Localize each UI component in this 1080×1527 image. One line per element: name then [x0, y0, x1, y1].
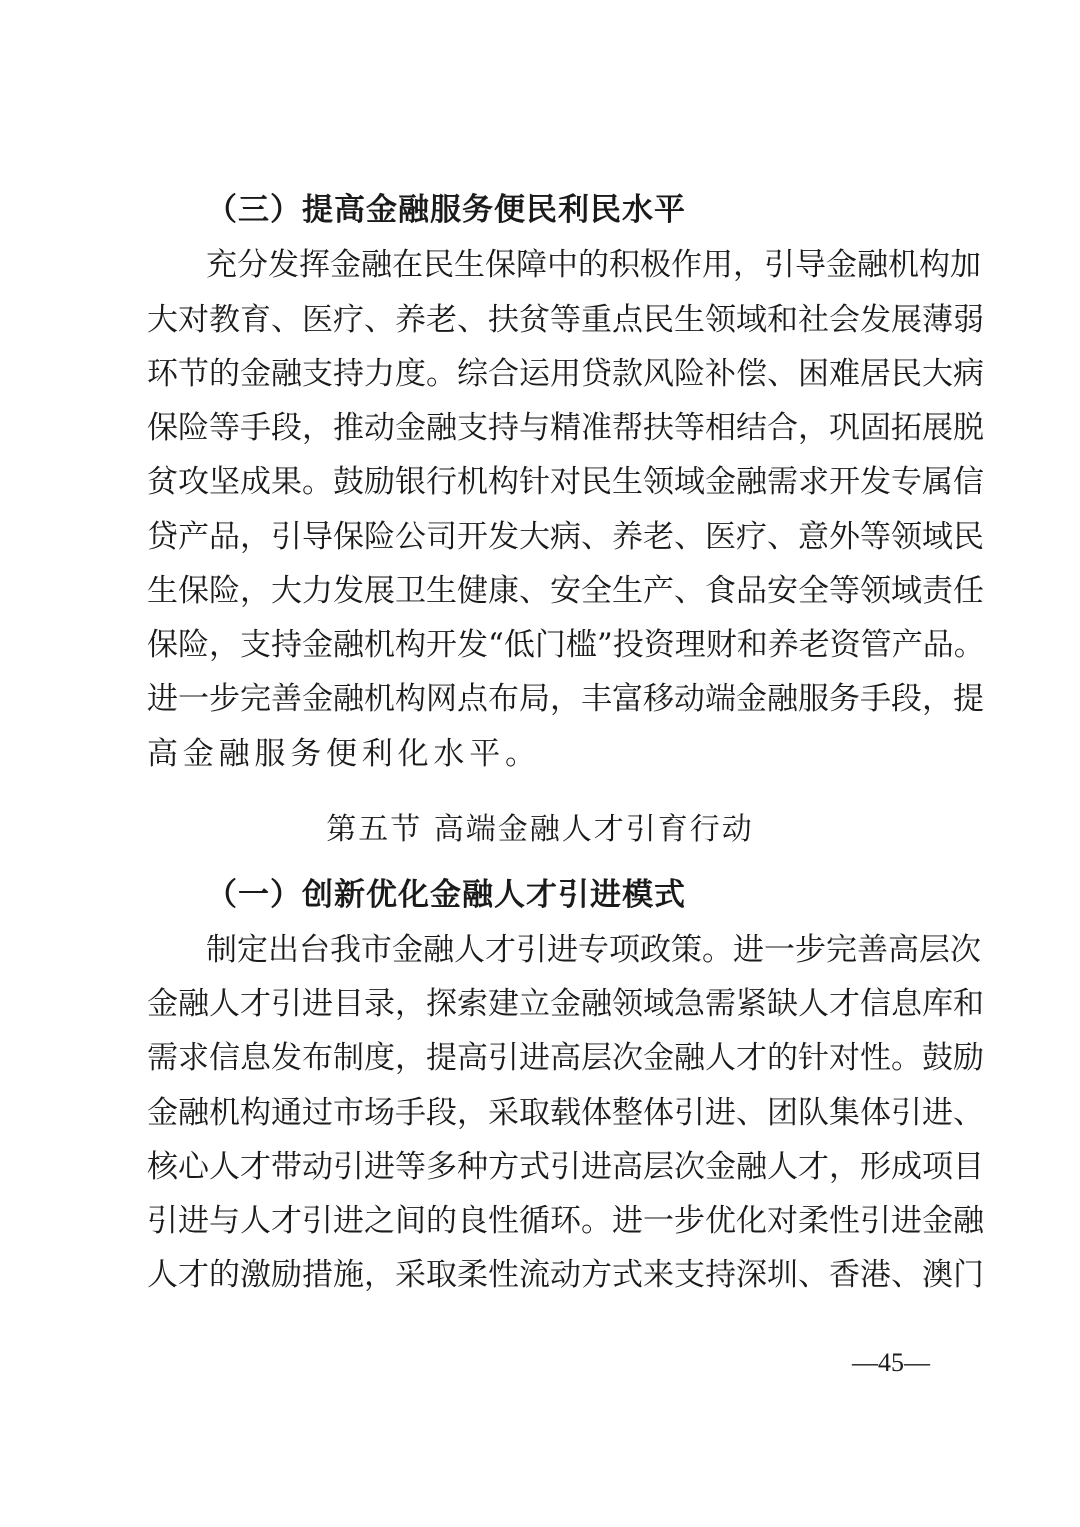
paragraph-line: 引进与人才引进之间的良性循环。进一步优化对柔性引进金融: [147, 1203, 984, 1239]
paragraph-line: 保险，支持金融机构开发“低门槛”投资理财和养老资管产品。: [147, 627, 985, 663]
paragraph-line: 保险等手段，推动金融支持与精准帮扶等相结合，巩固拓展脱: [147, 410, 984, 446]
paragraph-line: 金融人才引进目录，探索建立金融领域急需紧缺人才信息库和: [147, 986, 984, 1022]
paragraph-line: 大对教育、医疗、养老、扶贫等重点民生领域和社会发展薄弱: [147, 302, 984, 338]
section-title: 第五节 高端金融人才引育行动: [326, 812, 754, 847]
paragraph-line: 核心人才带动引进等多种方式引进高层次金融人才，形成项目: [147, 1149, 984, 1185]
paragraph-line: 贫攻坚成果。鼓励银行机构针对民生领域金融需求开发专属信: [147, 464, 984, 500]
paragraph-line: 充分发挥金融在民生保障中的积极作用，引导金融机构加: [206, 247, 981, 283]
section-1-heading: （一）创新优化金融人才引进模式: [206, 877, 686, 913]
paragraph-line: 人才的激励措施，采取柔性流动方式来支持深圳、香港、澳门: [147, 1257, 984, 1293]
paragraph-line: 生保险，大力发展卫生健康、安全生产、食品安全等领域责任: [147, 573, 984, 609]
paragraph-line: 环节的金融支持力度。综合运用贷款风险补偿、困难居民大病: [147, 356, 984, 392]
paragraph-line: 制定出台我市金融人才引进专项政策。进一步完善高层次: [206, 932, 981, 968]
paragraph-line: 需求信息发布制度，提高引进高层次金融人才的针对性。鼓励: [147, 1040, 984, 1076]
paragraph-line: 进一步完善金融机构网点布局，丰富移动端金融服务手段，提: [147, 681, 984, 717]
paragraph-line: 高金融服务便利化水平。: [147, 736, 541, 772]
paragraph-line: 贷产品，引导保险公司开发大病、养老、医疗、意外等领域民: [147, 519, 984, 555]
paragraph-line: 金融机构通过市场手段，采取载体整体引进、团队集体引进、: [147, 1095, 984, 1131]
page-number: —45—: [852, 1348, 930, 1377]
section-3-heading: （三）提高金融服务便民利民水平: [206, 192, 686, 228]
